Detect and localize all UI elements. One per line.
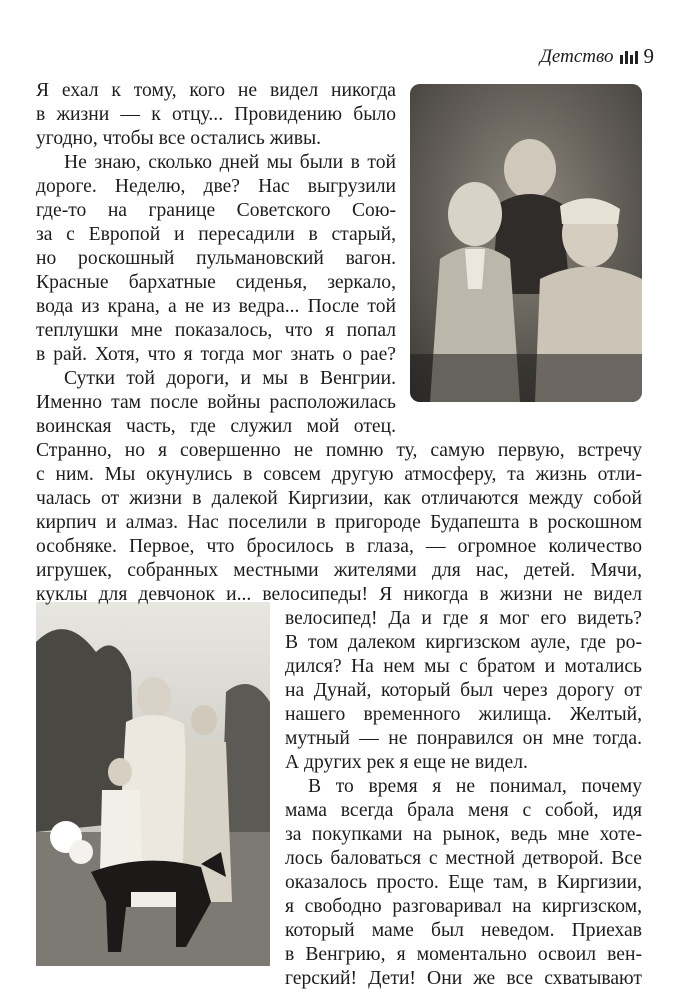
text-line: в жизни — к отцу... Провидению было [36,104,396,125]
text-line: дороге. Неделю, две? Нас выгрузили [36,176,396,197]
text-line: игрушек, собранных местными жителями для нас, детей. Мячи, [36,560,642,581]
book-ornament-icon [620,50,638,64]
mother-children-dog-photo [36,602,270,966]
text-line: мама всегда брала меня с собой, идя [285,800,642,821]
chapter-title: Детство [539,45,614,67]
text-line: В том далеком киргизском ауле, где ро- [285,632,642,653]
text-line: Не знаю, сколько дней мы были в той [64,152,396,173]
text-line: теплушки мне показалось, что я попал [36,320,396,341]
text-line: мутный — не понравился он мне тогда. [285,728,642,749]
text-line: я свободно разговаривал на киргизском, [285,896,642,917]
text-line: Сутки той дороги, и мы в Венгрии. [64,368,396,389]
text-line: В то время я не понимал, почему [308,776,642,797]
text-line: Странно, но я совершенно не помню ту, самую первую, встречу [36,440,642,461]
text-line: лось баловаться с местной детворой. Все [285,848,642,869]
text-line: чалась от жизни в далекой Киргизии, как отличаются между собой [36,488,642,509]
text-line: воинская часть, где служил мой отец. [36,416,396,437]
text-line: дился? На нем мы с братом и мотались [285,656,642,677]
text-line: за покупками на рынок, ведь мне хоте- [285,824,642,845]
text-line: куклы для девчонок и... велосипеды! Я никогда в жизни не видел [36,584,642,605]
page-number: 9 [643,44,654,68]
text-line: Именно там после войны расположилась [36,392,396,413]
text-line: велосипед! Да и где я мог его видеть? [285,608,642,629]
text-line: в Венгрию, я моментально освоил вен- [285,944,642,965]
text-line: Красные бархатные сиденья, зеркало, [36,272,396,293]
text-line: особняке. Первое, что бросилось в глаза, — огромное количество [36,536,642,557]
text-line: герский! Дети! Они же все схватывают [285,968,642,989]
family-portrait-photo [410,84,642,402]
text-line: вода из крана, а не из ведра... После той [36,296,396,317]
text-line: на Дунай, который был через дорогу от [285,680,642,701]
text-line: нашего временного жилища. Желтый, [285,704,642,725]
text-line: за с Европой и пересадили в старый, [36,224,396,245]
text-line: где-то на границе Советского Сою- [36,200,396,221]
running-header [540,44,654,69]
text-line: кирпич и алмаз. Нас поселили в пригороде Будапешта в роскошном [36,512,642,533]
text-line: но роскошный пульмановский вагон. [36,248,396,269]
text-line: угодно, чтобы все остались живы. [36,128,322,149]
text-line: который маме был неведом. Приехав [285,920,642,941]
text-line: Я ехал к тому, кого не видел никогда [36,80,396,101]
text-line: в рай. Хотя, что я тогда мог знать о рае? [36,344,396,365]
text-line: А других рек я еще не видел. [285,752,528,773]
text-line: оказалось просто. Еще там, в Киргизии, [285,872,642,893]
text-line: с ним. Мы окунулись в совсем другую атмосферу, та жизнь отли- [36,464,642,485]
